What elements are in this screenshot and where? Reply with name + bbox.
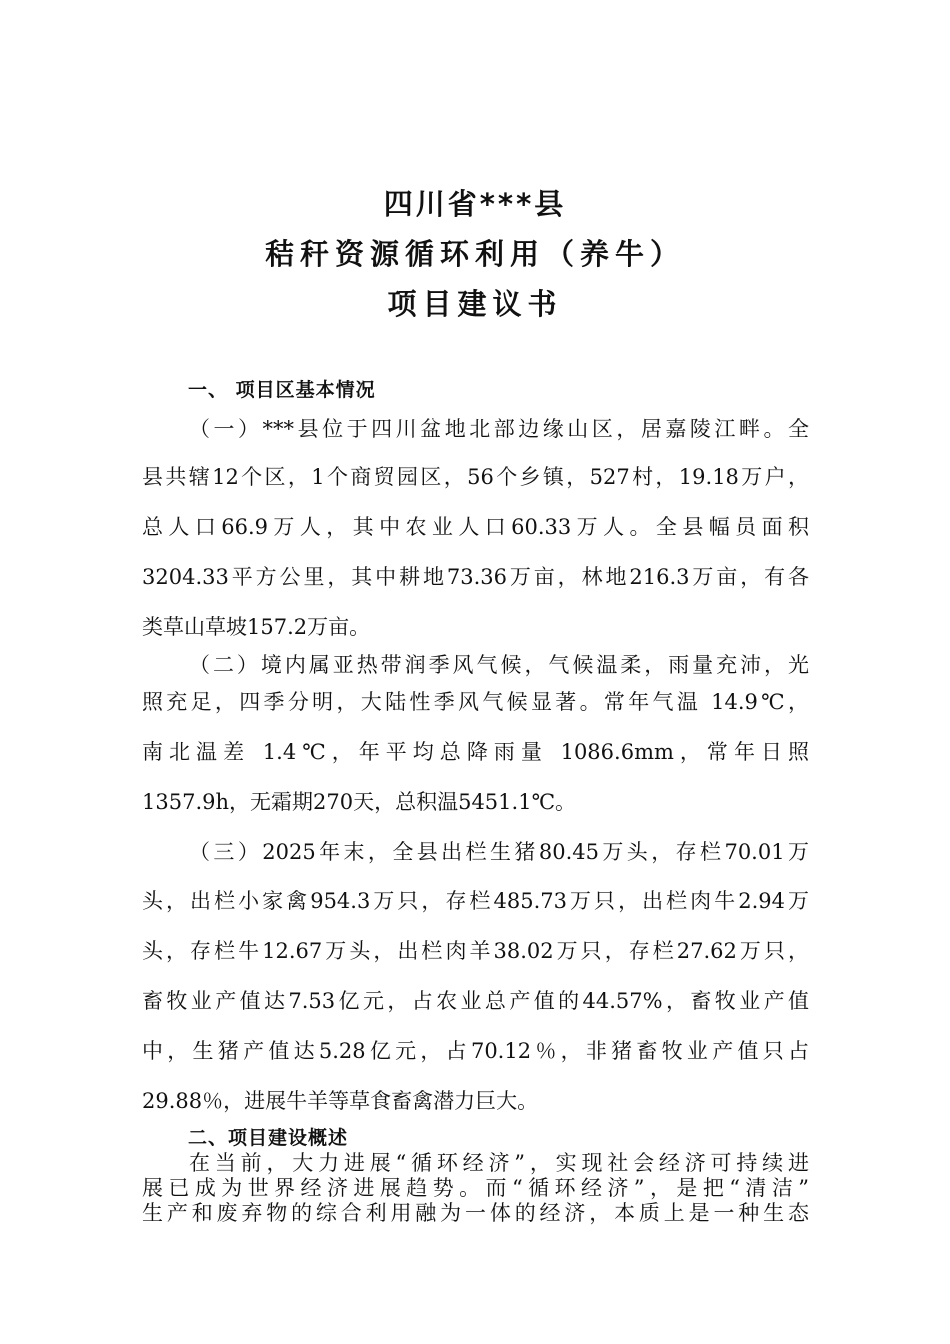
paragraph-line: 头，出栏小家禽954.3万只，存栏485.73万只，出栏肉牛2.94万: [142, 889, 809, 913]
paragraph-line: 29.88％，进展牛羊等草食畜禽潜力巨大。: [142, 1089, 539, 1113]
paragraph-line: 总人口66.9万人，其中农业人口60.33万人。全县幅员面积: [142, 515, 809, 539]
paragraph-line: （二）境内属亚热带润季风气候，气候温柔，雨量充沛，光: [189, 653, 809, 677]
section-2-heading: 二、项目建设概述: [188, 1127, 349, 1149]
section-1-heading: 一、 项目区基本情况: [188, 379, 376, 401]
paragraph-line: （一）***县位于四川盆地北部边缘山区，居嘉陵江畔。全: [189, 417, 809, 441]
paragraph-line: 南北温差 1.4℃，年平均总降雨量 1086.6mm，常年日照: [142, 740, 809, 764]
paragraph-line: 头，存栏牛12.67万头，出栏肉羊38.02万只，存栏27.62万只，: [142, 939, 809, 963]
paragraph-line: 3204.33平方公里，其中耕地73.36万亩，林地216.3万亩，有各: [142, 565, 809, 589]
title-line-3: 项目建议书: [387, 287, 563, 321]
paragraph-line: 展已成为世界经济进展趋势。而“循环经济”，是把“清洁”: [142, 1176, 809, 1200]
paragraph-line: 县共辖12个区，1个商贸园区，56个乡镇，527村，19.18万户，: [142, 465, 809, 489]
paragraph-line: 畜牧业产值达7.53亿元，占农业总产值的44.57%，畜牧业产值: [142, 989, 809, 1013]
paragraph-line: 类草山草坡157.2万亩。: [142, 615, 371, 639]
title-line-2: 秸秆资源循环利用（养牛）: [264, 237, 685, 271]
paragraph-line: 中，生猪产值达5.28亿元，占70.12％，非猪畜牧业产值只占: [142, 1039, 809, 1063]
paragraph-line: 在当前，大力进展“循环经济”，实现社会经济可持续进: [189, 1151, 809, 1175]
paragraph-line: （三）2025年末，全县出栏生猪80.45万头，存栏70.01万: [189, 840, 809, 864]
title-line-1: 四川省***县: [383, 187, 567, 221]
paragraph-line: 1357.9h，无霜期270天，总积温5451.1℃。: [142, 790, 577, 814]
paragraph-line: 照充足，四季分明，大陆性季风气候显著。常年气温 14.9℃，: [142, 690, 809, 714]
paragraph-line: 生产和废弃物的综合利用融为一体的经济，本质上是一种生态: [142, 1201, 809, 1225]
